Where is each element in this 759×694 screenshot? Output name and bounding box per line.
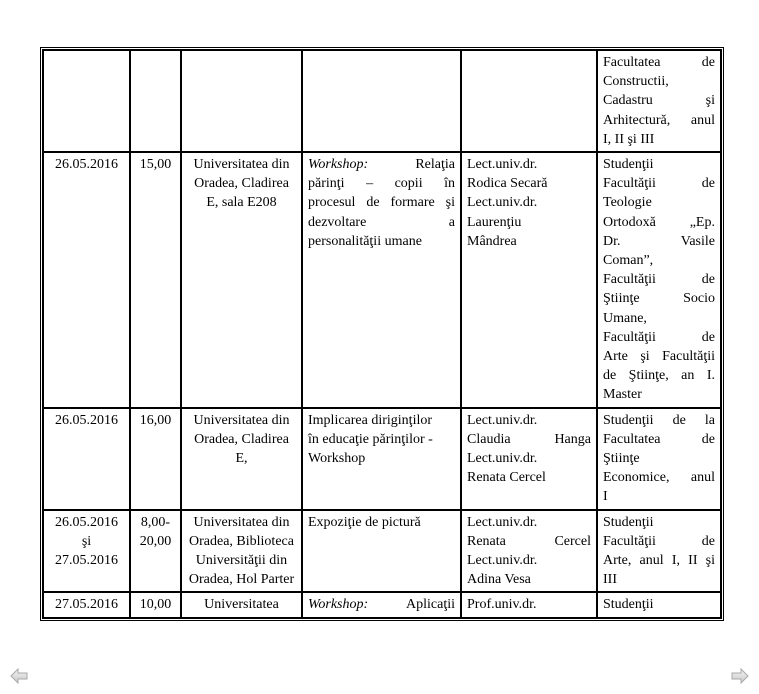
time-cell: 10,00 (130, 592, 181, 617)
coordinators-cell (461, 408, 597, 510)
coordinator-line: Lect.univ.dr. (467, 514, 538, 530)
coordinator-line: Renata Cercel (467, 533, 591, 549)
participants-cell (597, 408, 721, 510)
activity-cell (302, 50, 461, 152)
time-cell (130, 50, 181, 152)
participants-cell: Studenţii (597, 592, 721, 617)
time-cell (130, 510, 181, 593)
coordinator-line: Adina Vesa (467, 572, 531, 588)
participants-line: Studenţii de la (603, 412, 715, 428)
activity-cell (302, 152, 461, 408)
arrow-left-icon[interactable] (10, 668, 28, 684)
activity-line: procesul de formare şi (308, 195, 455, 211)
time-cell: 15,00 (130, 152, 181, 408)
date-line: şi (81, 533, 92, 549)
location-cell: Universitatea din Oradea, Biblioteca Universităţii din Oradea, Hol Parter (181, 510, 302, 593)
participants-line: Umane, (603, 310, 647, 326)
participants-line: Economice, anul (603, 470, 715, 486)
participants-line: III (603, 572, 617, 588)
participants-line: Ştiinţe (603, 451, 640, 467)
participants-line: Facultatea de (603, 431, 715, 447)
participants-line: Coman”, (603, 253, 654, 269)
date-line: 27.05.2016 (55, 553, 118, 569)
table-row (43, 408, 721, 510)
activity-line: Expoziţie de pictură (308, 514, 421, 530)
activity-type: Workshop: (308, 157, 369, 173)
activity-line: Workshop (308, 451, 366, 467)
participants-cell (597, 510, 721, 593)
coordinators-cell (461, 50, 597, 152)
participants-line: Dr. Vasile (603, 233, 715, 249)
participants-line: I, II şi III (603, 131, 655, 147)
table-row (43, 592, 721, 617)
coordinator-line: Lect.univ.dr. (467, 553, 538, 569)
coordinators-cell (461, 510, 597, 593)
time-cell: 16,00 (130, 408, 181, 510)
coordinator-line: Mândrea (467, 233, 517, 249)
activity-line: dezvoltare a (308, 214, 455, 230)
participants-line: Teologie (603, 195, 652, 211)
table-row (43, 50, 721, 152)
participants-line: Ştiinţe Socio (603, 291, 715, 307)
coordinator-line: Renata Cercel (467, 470, 546, 486)
activity-line: Workshop: Relaţia (308, 157, 455, 173)
table-row (43, 152, 721, 408)
participants-line: Arte, anul I, II şi (603, 553, 715, 569)
participants-line: Master (603, 387, 642, 403)
time-line: 20,00 (139, 533, 172, 549)
location-cell: Universitatea din Oradea, Cladirea E, sala E208 (181, 152, 302, 408)
participants-line: I (603, 489, 608, 505)
arrow-right-icon[interactable] (731, 668, 749, 684)
participants-cell (597, 50, 721, 152)
activity-line: Workshop: Aplicaţii (308, 597, 455, 613)
location-cell: Universitatea (181, 592, 302, 617)
date-cell: 26.05.2016 (43, 152, 130, 408)
coordinator-line: Claudia Hanga (467, 431, 591, 447)
date-cell (43, 510, 130, 593)
activity-line: în educaţie părinţilor - (308, 431, 433, 447)
activity-type: Workshop: (308, 597, 369, 613)
coordinator-line: Lect.univ.dr. (467, 195, 538, 211)
time-line: 8,00- (140, 514, 171, 530)
table-row (43, 510, 721, 593)
participants-line: Cadastru şi (603, 93, 715, 109)
coordinator-line: Lect.univ.dr. (467, 157, 538, 173)
participants-line: Arhitectură, anul (603, 112, 715, 128)
date-cell (43, 50, 130, 152)
activity-line: Implicarea diriginţilor (308, 412, 433, 428)
date-cell: 26.05.2016 (43, 408, 130, 510)
participants-line: Constructii, (603, 74, 669, 90)
date-cell: 27.05.2016 (43, 592, 130, 617)
activity-line: părinţi – copii în (308, 176, 455, 192)
coordinator-line: Laurenţiu (467, 214, 522, 230)
coordinators-cell: Prof.univ.dr. (461, 592, 597, 617)
activity-line: personalităţii umane (308, 233, 422, 249)
coordinator-line: Lect.univ.dr. (467, 451, 538, 467)
coordinator-line: Rodica Secară (467, 176, 548, 192)
participants-line: Facultatea de (603, 55, 715, 70)
schedule-table (40, 47, 724, 621)
activity-cell (302, 408, 461, 510)
location-cell: Universitatea din Oradea, Cladirea E, (181, 408, 302, 510)
location-cell (181, 50, 302, 152)
participants-line: Arte şi Facultăţii (603, 349, 715, 365)
participants-line: de Ştiinţe, an I. (603, 368, 715, 384)
activity-cell (302, 510, 461, 593)
participants-line: Facultăţii de (603, 533, 715, 549)
coordinator-line: Lect.univ.dr. (467, 412, 538, 428)
participants-line: Facultăţii de (603, 176, 715, 192)
participants-line: Ortodoxă „Ep. (603, 214, 715, 230)
activity-cell (302, 592, 461, 617)
date-line: 26.05.2016 (55, 514, 118, 530)
participants-line: Facultăţii de (603, 272, 715, 288)
participants-line: Facultăţii de (603, 329, 715, 345)
coordinators-cell (461, 152, 597, 408)
participants-line: Studenţii (603, 157, 654, 173)
participants-line: Studenţii (603, 514, 654, 530)
participants-cell (597, 152, 721, 408)
